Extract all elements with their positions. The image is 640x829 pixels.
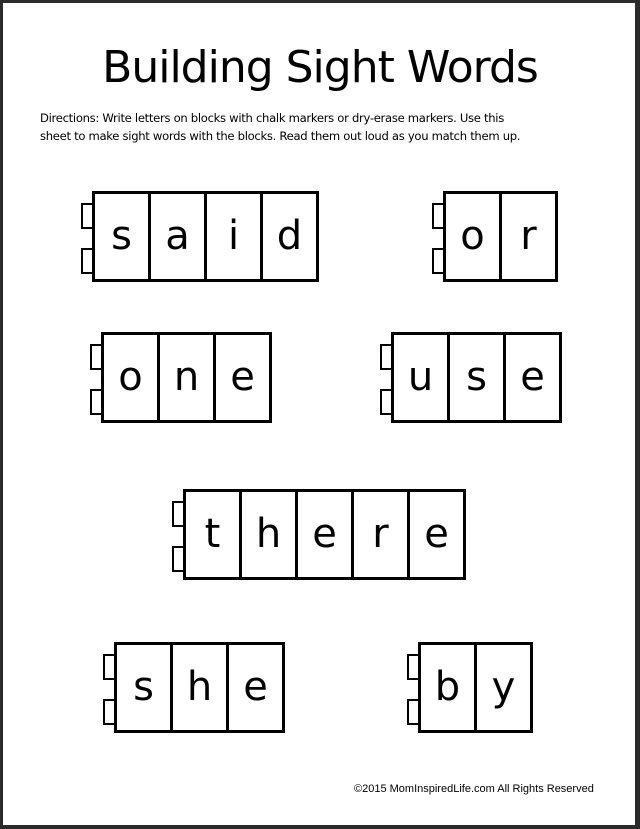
block-body: [114, 642, 285, 733]
block-body: [443, 191, 558, 282]
letter-cell: r: [351, 492, 407, 577]
letter-cell: h: [239, 492, 295, 577]
directions-text: [40, 109, 600, 145]
letter-cell: b: [434, 663, 461, 710]
letter-cell: a: [148, 194, 204, 279]
letter-cell: e: [226, 645, 282, 730]
letter-cell: e: [295, 492, 351, 577]
letter-cell: y: [474, 645, 530, 730]
letter-cell: n: [157, 335, 213, 420]
block-body: [418, 642, 533, 733]
letter-cell: i: [204, 194, 260, 279]
directions-line-2: sheet to make sight words with the blocks. Read them out loud as you match them up.: [40, 129, 521, 143]
letter-cell: t: [204, 510, 221, 557]
block-body: [183, 489, 466, 580]
letter-cell: h: [170, 645, 226, 730]
letter-cell: s: [447, 335, 503, 420]
letter-cell: s: [133, 663, 154, 710]
letter-cell: o: [460, 212, 485, 259]
letter-cell: u: [407, 353, 434, 400]
letter-cell: s: [111, 212, 132, 259]
letter-cell: e: [213, 335, 269, 420]
page-title: Building Sight Words: [102, 42, 538, 93]
letter-cell: e: [503, 335, 559, 420]
directions-line-1: Directions: Write letters on blocks with chalk markers or dry-erase markers. Use this: [40, 111, 504, 125]
letter-cell: e: [407, 492, 463, 577]
letter-cell: o: [118, 353, 143, 400]
letter-cell: r: [499, 194, 555, 279]
letter-cell: d: [260, 194, 316, 279]
block-body: [92, 191, 319, 282]
block-body: [391, 332, 562, 423]
copyright-footer: ©2015 MomInspiredLife.com All Rights Reserved: [354, 783, 594, 795]
block-body: [101, 332, 272, 423]
